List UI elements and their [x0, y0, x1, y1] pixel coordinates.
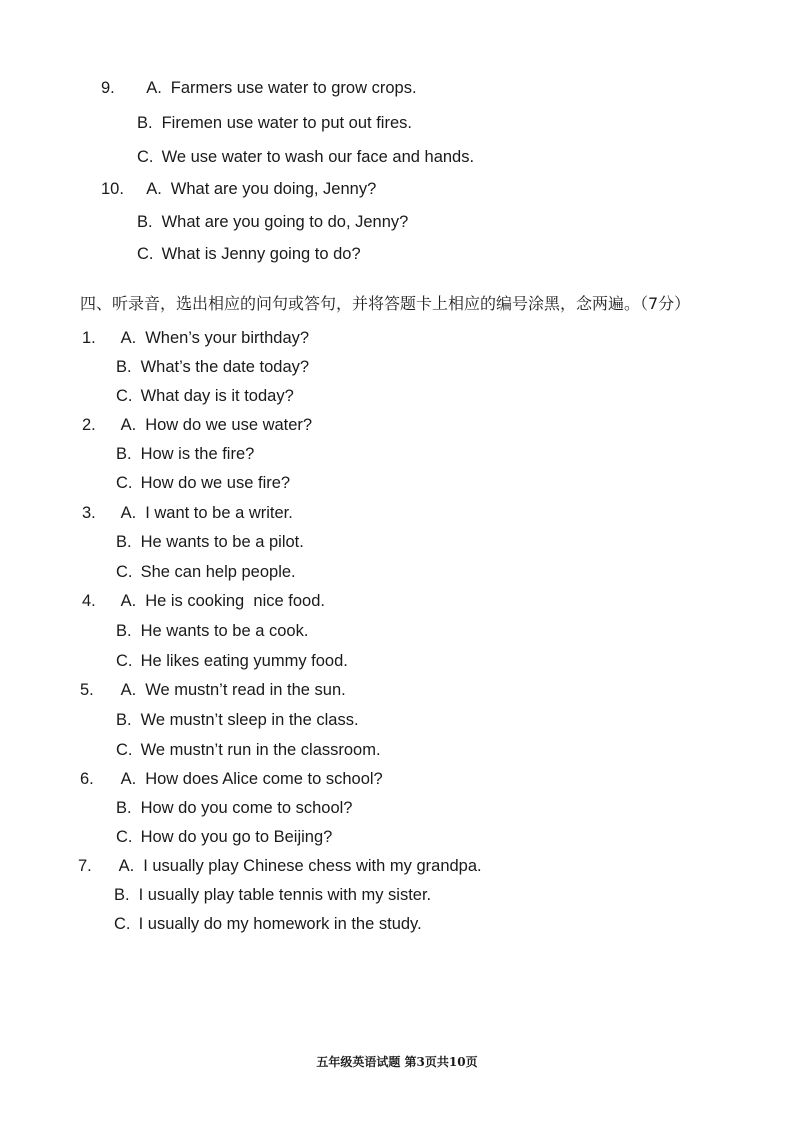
option-letter: B.: [116, 445, 132, 463]
option-letter: A.: [120, 416, 137, 434]
s4-question-6-option-c: [116, 829, 332, 846]
option-letter: C.: [116, 387, 133, 405]
option-letter: C.: [116, 828, 133, 846]
option-letter: A.: [120, 770, 137, 788]
option-letter: B.: [116, 711, 132, 729]
s4-question-4-option-c: [116, 653, 348, 670]
page-footer: 五年级英语试题 第3页共10页: [316, 1055, 478, 1069]
option-letter: B.: [116, 358, 132, 376]
option-text: We mustn’t run in the classroom.: [140, 741, 381, 759]
option-text: How is the fire?: [140, 445, 255, 463]
option-text: He likes eating yummy food.: [140, 652, 348, 670]
s4-question-4-option-b: [116, 623, 308, 640]
question-number: 1.: [82, 329, 96, 347]
option-text: He is cooking nice food.: [145, 592, 325, 610]
s4-question-2-option-a: [82, 417, 312, 434]
option-text: He wants to be a pilot.: [140, 533, 304, 551]
option-letter: C.: [116, 563, 133, 581]
option-letter: A.: [120, 681, 137, 699]
question-9-option-c: [137, 149, 474, 166]
s4-question-7-option-a: [78, 858, 482, 875]
option-text: Farmers use water to grow crops.: [170, 79, 417, 97]
question-number: 10.: [101, 180, 124, 198]
s4-question-6-option-b: [116, 800, 352, 817]
option-letter: C.: [116, 741, 133, 759]
option-letter: C.: [116, 652, 133, 670]
s4-question-1-option-a: [82, 330, 309, 347]
option-text: I usually play Chinese chess with my grandpa.: [143, 857, 482, 875]
option-text: How does Alice come to school?: [145, 770, 383, 788]
s4-question-3-option-c: [116, 564, 296, 581]
option-letter: A.: [120, 329, 137, 347]
option-letter: A.: [146, 79, 162, 97]
option-letter: B.: [137, 213, 153, 231]
option-text: When’s your birthday?: [145, 329, 310, 347]
option-letter: B.: [116, 622, 132, 640]
option-text: We mustn’t read in the sun.: [145, 681, 346, 699]
option-text: What is Jenny going to do?: [161, 245, 361, 263]
section-4-title: 四、听录音，选出相应的问句或答句，并将答题卡上相应的编号涂黑，念两遍。（7分）: [80, 294, 691, 313]
option-letter: C.: [137, 148, 154, 166]
s4-question-2-option-c: [116, 475, 290, 492]
s4-question-1-option-c: [116, 388, 294, 405]
option-text: What day is it today?: [140, 387, 294, 405]
option-letter: B.: [116, 533, 132, 551]
option-letter: A.: [120, 592, 137, 610]
s4-question-3-option-b: [116, 534, 304, 551]
question-number: 7.: [78, 857, 92, 875]
option-letter: B.: [114, 886, 130, 904]
option-text: I usually play table tennis with my sister.: [138, 886, 432, 904]
option-text: How do you go to Beijing?: [140, 828, 333, 846]
option-text: She can help people.: [140, 563, 296, 581]
question-number: 5.: [80, 681, 94, 699]
option-text: How do you come to school?: [140, 799, 353, 817]
s4-question-7-option-c: [114, 916, 422, 933]
option-letter: B.: [137, 114, 153, 132]
option-text: What’s the date today?: [140, 358, 310, 376]
option-letter: A.: [120, 504, 137, 522]
s4-question-1-option-b: [116, 359, 309, 376]
option-letter: C.: [114, 915, 131, 933]
question-number: 6.: [80, 770, 94, 788]
question-10-option-b: [137, 214, 408, 231]
question-number: 9.: [101, 79, 115, 97]
s4-question-7-option-b: [114, 887, 431, 904]
option-text: I want to be a writer.: [145, 504, 293, 522]
option-text: We mustn’t sleep in the class.: [140, 711, 359, 729]
option-text: I usually do my homework in the study.: [138, 915, 422, 933]
option-letter: C.: [137, 245, 154, 263]
option-text: What are you going to do, Jenny?: [161, 213, 409, 231]
s4-question-5-option-b: [116, 712, 359, 729]
question-9-option-a: [101, 80, 417, 97]
question-9-option-b: [137, 115, 412, 132]
option-text: How do we use water?: [145, 416, 313, 434]
s4-question-2-option-b: [116, 446, 254, 463]
question-number: 4.: [82, 592, 96, 610]
s4-question-3-option-a: [82, 505, 293, 522]
s4-question-4-option-a: [82, 593, 325, 610]
question-number: 2.: [82, 416, 96, 434]
s4-question-6-option-a: [80, 771, 383, 788]
option-text: What are you doing, Jenny?: [170, 180, 377, 198]
question-10-option-a: [101, 181, 376, 198]
option-text: We use water to wash our face and hands.: [161, 148, 475, 166]
option-text: How do we use fire?: [140, 474, 291, 492]
s4-question-5-option-a: [80, 682, 346, 699]
question-10-option-c: [137, 246, 361, 263]
option-letter: B.: [116, 799, 132, 817]
s4-question-5-option-c: [116, 742, 381, 759]
option-text: He wants to be a cook.: [140, 622, 309, 640]
option-letter: C.: [116, 474, 133, 492]
option-letter: A.: [146, 180, 162, 198]
option-text: Firemen use water to put out fires.: [161, 114, 412, 132]
option-letter: A.: [118, 857, 135, 875]
question-number: 3.: [82, 504, 96, 522]
